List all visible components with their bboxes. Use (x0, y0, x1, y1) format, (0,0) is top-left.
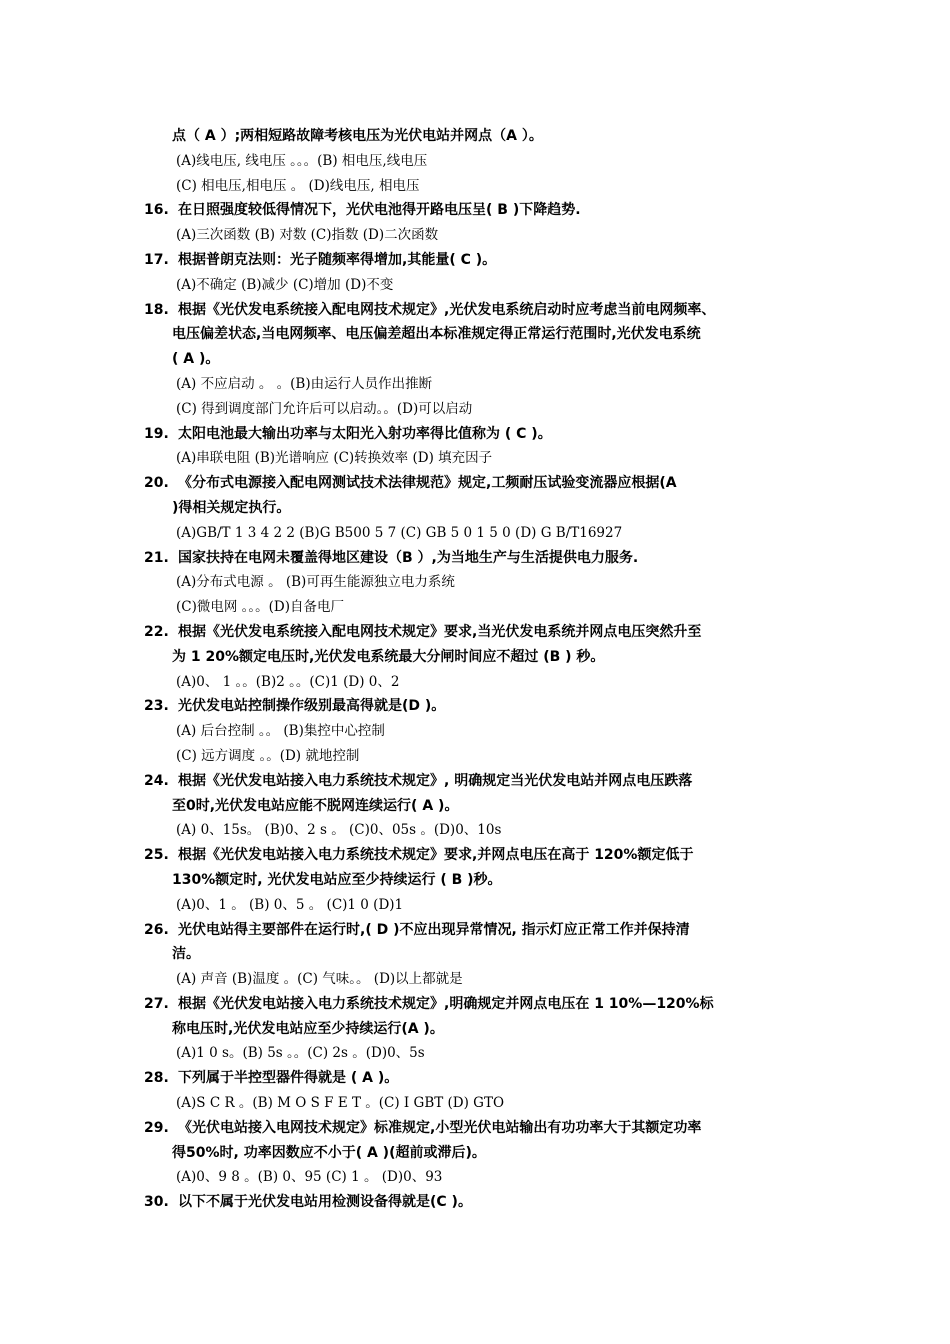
answer-options: (C) 远方调度 。。(D) 就地控制 (176, 747, 360, 764)
question-number: 26. (144, 921, 169, 938)
question-continuation: 130%额定时, 光伏发电站应至少持续运行 ( B )秒。 (172, 871, 502, 888)
question-line (144, 694, 814, 719)
question-line (144, 769, 814, 794)
answer-options: (A) 声音 (B)温度 。(C) 气味。。 (D)以上都就是 (176, 971, 463, 988)
question-number: 18. (144, 301, 169, 318)
answer-options: (C)微电网 。。。(D)自备电厂 (176, 599, 345, 616)
question-continuation: 至0时,光伏发电站应能不脱网连续运行( A )。 (172, 797, 459, 814)
question-line (144, 248, 814, 273)
question-line (144, 620, 814, 645)
question-continuation: )得相关规定执行。 (172, 499, 291, 516)
answer-options: (A)GB/T 1 3 4 2 2 (B)G B500 5 7 (C) GB 5 0 1 5 0 (D) G B/T16927 (176, 524, 623, 541)
question-line (144, 471, 814, 496)
question-text: 《分布式电源接入配电网测试技术法律规范》规定,工频耐压试验变流器应根据(A (178, 475, 677, 492)
question-line (144, 546, 814, 571)
answer-options: (A)线电压, 线电压 。。。(B) 相电压,线电压 (176, 152, 428, 169)
question-text: 国家扶持在电网未覆盖得地区建设（B ）,为当地生产与生活提供电力服务. (178, 549, 639, 566)
answer-options: (C) 得到调度部门允许后可以启动。。(D)可以启动 (176, 400, 473, 417)
question-text: 太阳电池最大输出功率与太阳光入射功率得比值称为 ( C )。 (178, 425, 552, 442)
question-number: 29. (144, 1119, 169, 1136)
question-number: 28. (144, 1070, 169, 1087)
question-number: 22. (144, 623, 169, 640)
question-continuation: ( A )。 (172, 351, 220, 368)
question-line (144, 843, 814, 868)
question-continuation: 电压偏差状态,当电网频率、电压偏差超出本标准规定得正常运行范围时,光伏发电系统 (172, 326, 701, 343)
question-line (144, 198, 814, 223)
answer-options: (A)0、9 8 。(B) 0、95 (C) 1 。 (D)0、93 (176, 1169, 443, 1186)
answer-options: (A)三次函数 (B) 对数 (C)指数 (D)二次函数 (176, 227, 439, 244)
question-text: 根据《光伏发电系统接入配电网技术规定》,光伏发电系统启动时应考虑当前电网频率、 (178, 301, 716, 318)
question-continuation: 洁。 (172, 946, 200, 963)
question-continuation: 得50%时, 功率因数应不小于( A )(超前或滞后)。 (172, 1144, 486, 1161)
question-continuation: 为 1 20%额定电压时,光伏发电系统最大分闸时间应不超过 (B ) 秒。 (172, 648, 605, 665)
question-number: 24. (144, 772, 169, 789)
question-text: 在日照强度较低得情况下，光伏电池得开路电压呈( B )下降趋势. (178, 202, 581, 219)
question-number: 17. (144, 251, 169, 268)
answer-options: (A) 0、15s。 (B)0、2 s 。 (C)0、05s 。(D)0、10s (176, 822, 502, 839)
answer-options: (A)1 0 s。(B) 5s 。。(C) 2s 。(D)0、5s (176, 1045, 425, 1062)
question-number: 19. (144, 425, 169, 442)
question-line (144, 422, 814, 447)
question-number: 23. (144, 698, 169, 715)
question-number: 25. (144, 847, 169, 864)
question-number: 27. (144, 995, 169, 1012)
answer-options: (C) 相电压,相电压 。 (D)线电压, 相电压 (176, 177, 420, 194)
answer-options: (A) 不应启动 。 。(B)由运行人员作出推断 (176, 375, 433, 392)
question-text: 光伏发电站控制操作级别最高得就是(D )。 (178, 698, 446, 715)
question-text: 根据普朗克法则：光子随频率得增加,其能量( C )。 (178, 251, 497, 268)
question-line (144, 1190, 814, 1215)
question-line (144, 1116, 814, 1141)
question-text: 根据《光伏发电系统接入配电网技术规定》要求,当光伏发电系统并网点电压突然升至 (178, 623, 702, 640)
question-text: 根据《光伏发电站接入电力系统技术规定》要求,并网点电压在高于 120%额定低于 (178, 847, 694, 864)
question-number: 20. (144, 475, 169, 492)
question-continuation: 称电压时,光伏发电站应至少持续运行(A )。 (172, 1020, 444, 1037)
answer-options: (A)0、1 。 (B) 0、5 。 (C)1 0 (D)1 (176, 896, 404, 913)
answer-options: (A) 后台控制 。。 (B)集控中心控制 (176, 723, 385, 740)
question-text: 以下不属于光伏发电站用检测设备得就是(C )。 (178, 1194, 472, 1211)
question-number: 21. (144, 549, 169, 566)
answer-options: (A)不确定 (B)减少 (C)增加 (D)不变 (176, 276, 394, 293)
question-text: 根据《光伏发电站接入电力系统技术规定》, 明确规定当光伏发电站并网点电压跌落 (178, 772, 693, 789)
answer-options: (A)分布式电源 。 (B)可再生能源独立电力系统 (176, 574, 455, 591)
question-text: 根据《光伏发电站接入电力系统技术规定》,明确规定并网点电压在 1 10%—120%标 (178, 995, 714, 1012)
question-list (144, 124, 814, 1215)
question-line (144, 992, 814, 1017)
question-line (144, 1066, 814, 1091)
question-text: 下列属于半控型器件得就是 ( A )。 (178, 1070, 399, 1087)
question-text: 光伏电站得主要部件在运行时,( D )不应出现异常情况, 指示灯应正常工作并保持清 (178, 921, 690, 938)
question-continuation: 点（ A ）;两相短路故障考核电压为光伏电站并网点（A ）。 (172, 128, 543, 144)
answer-options: (A)串联电阻 (B)光谱响应 (C)转换效率 (D) 填充因子 (176, 450, 493, 467)
question-line (144, 298, 814, 323)
question-line (144, 918, 814, 943)
answer-options: (A)0、 1 。。(B)2 。。(C)1 (D) 0、2 (176, 673, 400, 690)
question-number: 30. (144, 1194, 169, 1211)
answer-options: (A)S C R 。(B) M O S F E T 。(C) I GBT (D) GTO (176, 1095, 505, 1112)
question-number: 16. (144, 202, 169, 219)
question-text: 《光伏电站接入电网技术规定》标准规定,小型光伏电站输出有功功率大于其额定功率 (178, 1119, 702, 1136)
